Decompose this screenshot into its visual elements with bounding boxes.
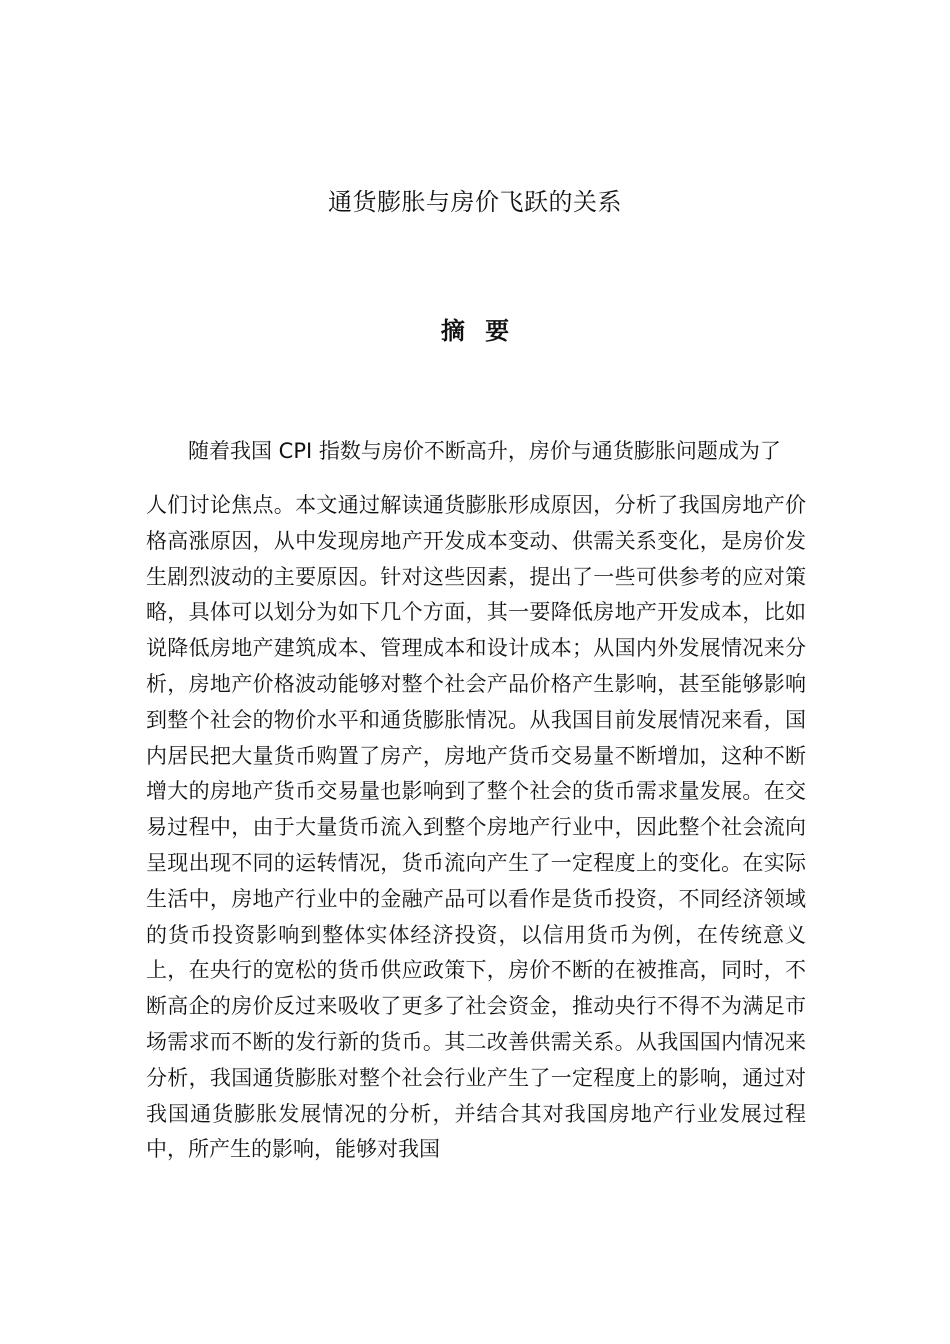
abstract-body: 人们讨论焦点。本文通过解读通货膨胀形成原因，分析了我国房地产价格高涨原因，从中发现房地产开发成本变动、供需关系变化，是房价发生剧烈波动的主要原因。针对这些因素，提出了一些可供参考的应对策略，具体可以划分为如下几个方面，其一要降低房地产开发成本，比如说降低房地产建筑成本、管理成本和设计成本；从国内外发展情况来分析，房地产价格波动能够对整个社会产品价格产生影响，甚至能够影响到整个社会的物价水平和通货膨胀情况。从我国目前发展情况来看，国内居民把大量货币购置了房产，房地产货币交易量不断增加，这种不断增大的房地产货币交易量也影响到了整个社会的货币需求量发展。在交易过程中，由于大量货币流入到整个房地产行业中，因此整个社会流向呈现出现不同的运转情况，货币流向产生了一定程度上的变化。在实际生活中，房地产行业中的金融产品可以看作是货币投资，不同经济领域的货币投资影响到整体实体经济投资，以信用货币为例，在传统意义上，在央行的宽松的货币供应政策下，房价不断的在被推高，同时，不断高企的房价反过来吸收了更多了社会资金，推动央行不得不为满足市场需求而不断的发行新的货币。其二改善供需关系。从我国国内情况来分析，我国通货膨胀对整个社会行业产生了一定程度上的影响，通过对我国通货膨胀发展情况的分析，并结合其对我国房地产行业发展过程中，所产生的影响，能够对我国 [146, 493, 806, 1162]
abstract-heading: 摘 要 [440, 317, 510, 345]
document-title: 通货膨胀与房价飞跃的关系 [328, 188, 622, 216]
abstract-first-line: 随着我国 CPI 指数与房价不断高升，房价与通货膨胀问题成为了 [188, 439, 781, 463]
